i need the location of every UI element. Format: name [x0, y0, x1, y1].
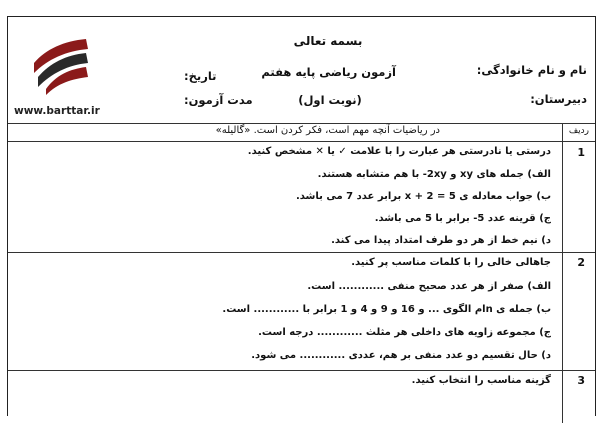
question-item: ج) قرینه عدد 5- برابر با 5 می باشد.: [374, 213, 551, 224]
question-title: گزینه مناسب را انتخاب کنید.: [411, 375, 551, 386]
exam-title: آزمون ریاضی پایه هفتم: [261, 65, 396, 79]
exam-header: [8, 17, 595, 124]
question-number: 3: [577, 374, 585, 387]
quote-row: [8, 123, 595, 142]
logo-swoosh-icon: [28, 33, 92, 97]
question-title: جاهالی خالی را با کلمات مناسب پر کنید.: [351, 257, 551, 268]
question-3: [8, 370, 595, 430]
question-item: ب) جمله ی nام الگوی ... و 16 و 9 و 4 و 1 برابر با ............ است.: [222, 304, 551, 315]
question-item: الف) جمله های xy و 2xy- با هم متشابه هستند.: [317, 169, 551, 180]
student-name-label: نام و نام خانوادگی:: [476, 63, 587, 77]
question-item: ب) جواب معادله ی 5 = 2 + x برابر عدد 7 می باشد.: [295, 191, 551, 202]
question-2: [8, 252, 595, 371]
exam-round: (نوبت اول): [298, 93, 362, 107]
header-title: بسمه تعالی: [293, 34, 363, 48]
question-number: 2: [577, 256, 585, 269]
question-item: د) حال تقسیم دو عدد منفی بر هم، عددی ............ می شود.: [251, 350, 551, 361]
date-label: تاریخ:: [184, 69, 217, 83]
logo-url: www.barttar.ir: [14, 105, 100, 117]
exam-sheet: [7, 16, 596, 416]
question-number: 1: [577, 146, 585, 159]
row-column-label: ردیف: [568, 126, 589, 136]
question-item: الف) صفر از هر عدد صحیح منفی ............ است.: [307, 281, 551, 292]
question-title: درستی یا نادرستی هر عبارت را با علامت ✓ یا ✕ مشخص کنید.: [247, 146, 551, 157]
question-item: د) نیم خط از هر دو طرف امتداد پیدا می کند.: [331, 235, 551, 246]
school-label: دبیرستان:: [530, 92, 587, 106]
barttar-logo: [14, 33, 110, 119]
question-item: ج) مجموعه زاویه های داخلی هر مثلث ............ درجه است.: [258, 327, 551, 338]
duration-label: مدت آزمون:: [184, 93, 253, 107]
galileo-quote: در ریاضیات آنچه مهم است، فکر کردن است. «گالیله»: [215, 125, 440, 136]
question-1: [8, 142, 595, 253]
